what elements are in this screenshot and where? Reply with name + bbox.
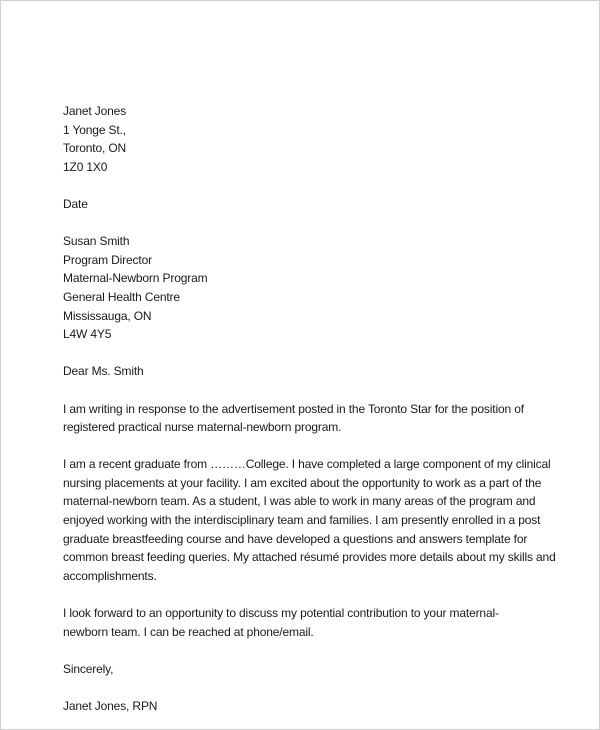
recipient-address	[63, 232, 583, 344]
spacer	[63, 437, 583, 456]
paragraph-closing	[63, 604, 583, 641]
paragraph-line: I am a recent graduate from ………College. I have completed a large component of my clinical	[63, 457, 551, 472]
paragraph-line: accomplishments.	[63, 568, 157, 583]
signature: Janet Jones, RPN	[63, 699, 158, 713]
recipient-title: Program Director	[63, 252, 152, 267]
paragraph-line: I am writing in response to the advertisement posted in the Toronto Star for the position of	[63, 401, 524, 416]
paragraph-line: enjoyed working with the interdisciplinary team and families. I am presently enrolled in a post	[63, 513, 541, 528]
date-line: Date	[63, 196, 88, 211]
paragraph-line: newborn team. I can be reached at phone/email.	[63, 624, 314, 639]
recipient-city: Mississauga, ON	[63, 308, 152, 323]
spacer	[63, 214, 583, 233]
spacer	[63, 344, 583, 363]
sender-street: 1 Yonge St.,	[63, 122, 126, 137]
paragraph-line: I look forward to an opportunity to discuss my potential contribution to your maternal-	[63, 606, 499, 621]
paragraph-qualifications	[63, 455, 583, 585]
spacer	[63, 678, 583, 697]
paragraph-line: graduate breastfeeding course and have developed a questions and answers template for	[63, 531, 528, 546]
paragraph-line: common breast feeding queries. My attached résumé provides more details about my skills and	[63, 550, 556, 565]
closing: Sincerely,	[63, 661, 114, 676]
paragraph-line: nursing placements at your facility. I am excited about the opportunity to work as a part of the	[63, 475, 542, 490]
paragraph-line: registered practical nurse maternal-newborn program.	[63, 420, 342, 435]
sender-address	[63, 102, 583, 176]
sender-postal-code: 1Z0 1X0	[63, 159, 108, 174]
cover-letter	[63, 102, 583, 716]
recipient-program: Maternal-Newborn Program	[63, 271, 208, 286]
sender-city: Toronto, ON	[63, 141, 127, 156]
sender-name: Janet Jones	[63, 104, 127, 118]
spacer	[63, 641, 583, 660]
spacer	[63, 585, 583, 604]
recipient-postal-code: L4W 4Y5	[63, 327, 112, 342]
recipient-organization: General Health Centre	[63, 289, 180, 304]
recipient-name: Susan Smith	[63, 234, 130, 249]
salutation: Dear Ms. Smith	[63, 364, 144, 379]
spacer	[63, 176, 583, 195]
paragraph-line: maternal-newborn team. As a student, I was able to work in many areas of the program and	[63, 494, 536, 509]
paragraph-intro	[63, 400, 583, 437]
spacer	[63, 381, 583, 400]
